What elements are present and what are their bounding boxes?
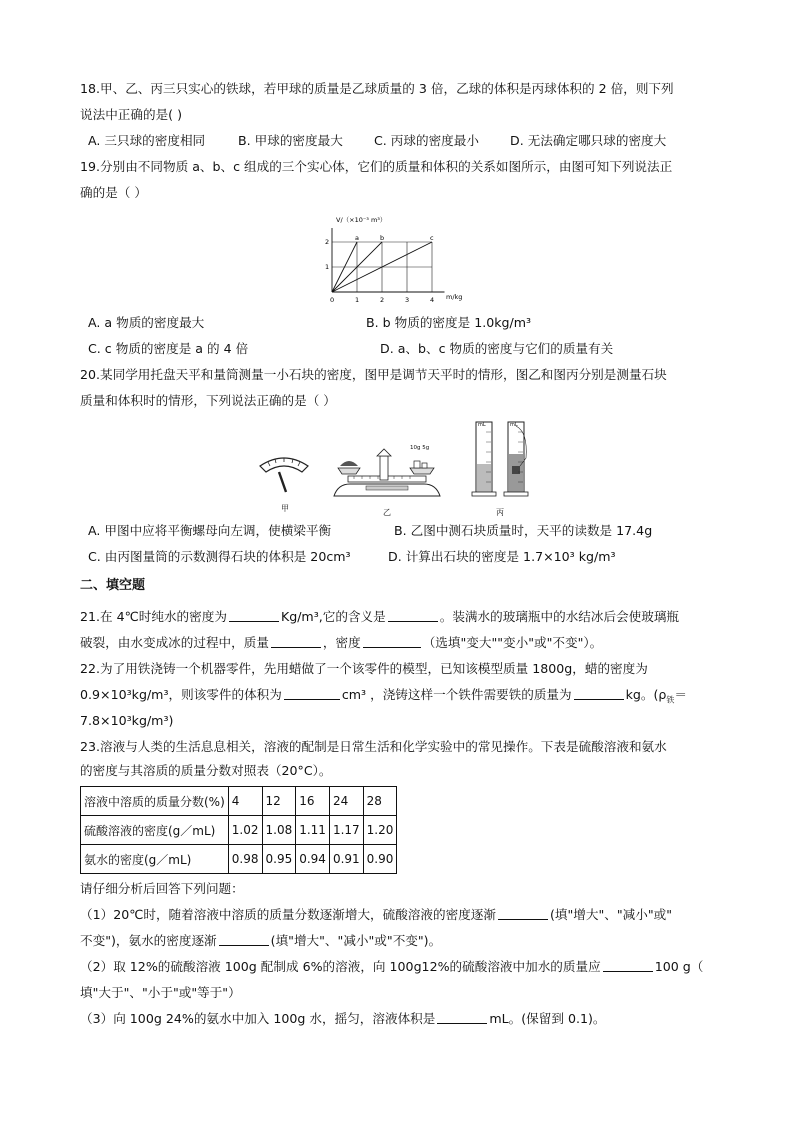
table-cell: 4 [228,787,262,816]
table-cell: 0.91 [329,845,363,874]
q18-option-a: A. 三只球的密度相同 [88,133,206,148]
q21-line1: 21.在 4℃时纯水的密度为 Kg/m³,它的含义是 。装满水的玻璃瓶中的水结冰后会使玻璃瓶 [80,609,680,624]
q18-option-c: C. 丙球的密度最小 [374,133,479,148]
q23-blank-4[interactable] [437,1011,487,1024]
table-cell: 硫酸溶液的密度(g／mL) [81,816,229,845]
q23-blank-2[interactable] [219,933,269,946]
table-cell: 1.20 [363,816,397,845]
cylinder-unit-left: mL [478,422,486,428]
x-tick-label: 4 [430,296,435,304]
q19-option-b: B. b 物质的密度是 1.0kg/m³ [366,315,532,330]
figure-bing-cylinders [470,418,534,500]
q22-line3: 7.8×10³kg/m³) [80,713,174,728]
table-cell: 0.94 [296,845,330,874]
section-heading-fill-blank: 二、填空题 [80,578,146,593]
q22-blank-1[interactable] [284,687,340,700]
y-tick-label: 2 [325,238,330,246]
table-cell: 16 [296,787,330,816]
q21-blank-1[interactable] [229,609,279,622]
table-cell: 0.90 [363,845,397,874]
q19-stem-line1: 19.分别由不同物质 a、b、c 组成的三个实心体，它们的质量和体积的关系如图所示，由图可知下列说法正 [80,159,673,174]
table-cell: 0.95 [262,845,296,874]
x-axis-label: m/kg [446,293,463,301]
q22-blank-2[interactable] [574,687,624,700]
x-tick-label: 1 [355,296,360,304]
q21-blank-3[interactable] [271,635,321,648]
table-cell: 溶液中溶质的质量分数(%) [81,787,229,816]
series-label-b: b [380,234,385,242]
figure-label-yi: 乙 [383,508,391,517]
y-axis-label: V/（×10⁻³ m³） [336,216,387,224]
q19-option-c: C. c 物质的密度是 a 的 4 倍 [88,341,249,356]
q20-option-c: C. 由丙图量筒的示数测得石块的体积是 20cm³ [88,549,351,564]
q19-option-d: D. a、b、c 物质的密度与它们的质量有关 [380,341,614,356]
table-cell: 1.17 [329,816,363,845]
q20-option-a: A. 甲图中应将平衡螺母向左调，使横梁平衡 [88,523,332,538]
q22-line1: 22.为了用铁浇铸一个机器零件，先用蜡做了一个该零件的模型，已知该模型质量 1800g，蜡的密度为 [80,661,648,676]
q23-line2: 的密度与其溶质的质量分数对照表（20°C）。 [80,763,332,778]
table-cell: 1.08 [262,816,296,845]
figure-jia-dial [256,452,312,496]
x-tick-label: 2 [380,296,385,304]
q23-sub2-line2: 填"大于"、"小于"或"等于"） [80,985,241,1000]
q20-option-d: D. 计算出石块的密度是 1.7×10³ kg/m³ [388,549,616,564]
table-cell: 12 [262,787,296,816]
q23-sub1-line2: 不变")，氨水的密度逐渐 (填"增大"、"减小"或"不变")。 [80,933,442,948]
x-tick-label: 3 [405,296,410,304]
series-label-c: c [430,234,434,242]
q23-sub1-line1: （1）20℃时，随着溶液中溶质的质量分数逐渐增大，硫酸溶液的密度逐渐 (填"增大"、"减小"或" [80,907,673,922]
figure-label-bing: 丙 [496,508,504,517]
q19-volume-mass-chart [318,210,478,306]
table-row [81,816,397,845]
q18-option-d: D. 无法确定哪只球的密度大 [510,133,667,148]
table-cell: 28 [363,787,397,816]
q23-sub3: （3）向 100g 24%的氨水中加入 100g 水，摇匀，溶液体积是 mL。(保留到 0.1)。 [80,1011,606,1026]
y-tick-label: 1 [325,263,330,271]
table-row [81,787,397,816]
weights-label: 10g 5g [410,445,430,451]
table-cell: 氨水的密度(g／mL) [81,845,229,874]
table-cell: 0.98 [228,845,262,874]
table-cell: 1.11 [296,816,330,845]
q21-blank-4[interactable] [363,635,421,648]
table-row [81,845,397,874]
x-tick-label: 0 [330,296,335,304]
q18-stem-line1: 18.甲、乙、丙三只实心的铁球，若甲球的质量是乙球质量的 3 倍，乙球的体积是丙球体积的 2 倍，则下列 [80,81,674,96]
figure-label-jia: 甲 [281,504,289,513]
q21-blank-2[interactable] [388,609,438,622]
series-label-a: a [355,234,359,242]
cylinder-unit-right: mL [510,422,518,428]
q23-blank-1[interactable] [498,907,548,920]
table-cell: 24 [329,787,363,816]
q23-blank-3[interactable] [603,959,653,972]
q20-stem-line1: 20.某同学用托盘天平和量筒测量一小石块的密度，图甲是调节天平时的情形，图乙和图丙分别是测量石块 [80,367,667,382]
q19-stem-line2: 确的是（ ） [80,185,147,200]
q23-intro: 请仔细分析后回答下列问题： [80,881,244,896]
figure-yi-balance [330,446,444,500]
q23-sub2-line1: （2）取 12%的硫酸溶液 100g 配制成 6%的溶液，向 100g12%的硫酸溶液中加水的质量应 100 g（ [80,959,704,974]
table-cell: 1.02 [228,816,262,845]
q20-stem-line2: 质量和体积时的情形，下列说法正确的是（ ） [80,393,336,408]
density-table [80,786,397,874]
q20-option-b: B. 乙图中测石块质量时，天平的读数是 17.4g [394,523,653,538]
q18-stem-line2: 说法中正确的是( ) [80,107,182,122]
q22-line2: 0.9×10³kg/m³，则该零件的体积为 cm³ ，浇铸这样一个铁件需要铁的质量为 kg。($\rho_铁=$ [80,687,687,705]
q23-line1: 23.溶液与人类的生活息息相关，溶液的配制是日常生活和化学实验中的常见操作。下表是硫酸溶液和氨水 [80,739,667,754]
q18-option-b: B. 甲球的密度最大 [238,133,343,148]
q19-option-a: A. a 物质的密度最大 [88,315,205,330]
q21-line2: 破裂，由水变成冰的过程中，质量 ，密度 （选填"变大""变小"或"不变"）。 [80,635,603,650]
